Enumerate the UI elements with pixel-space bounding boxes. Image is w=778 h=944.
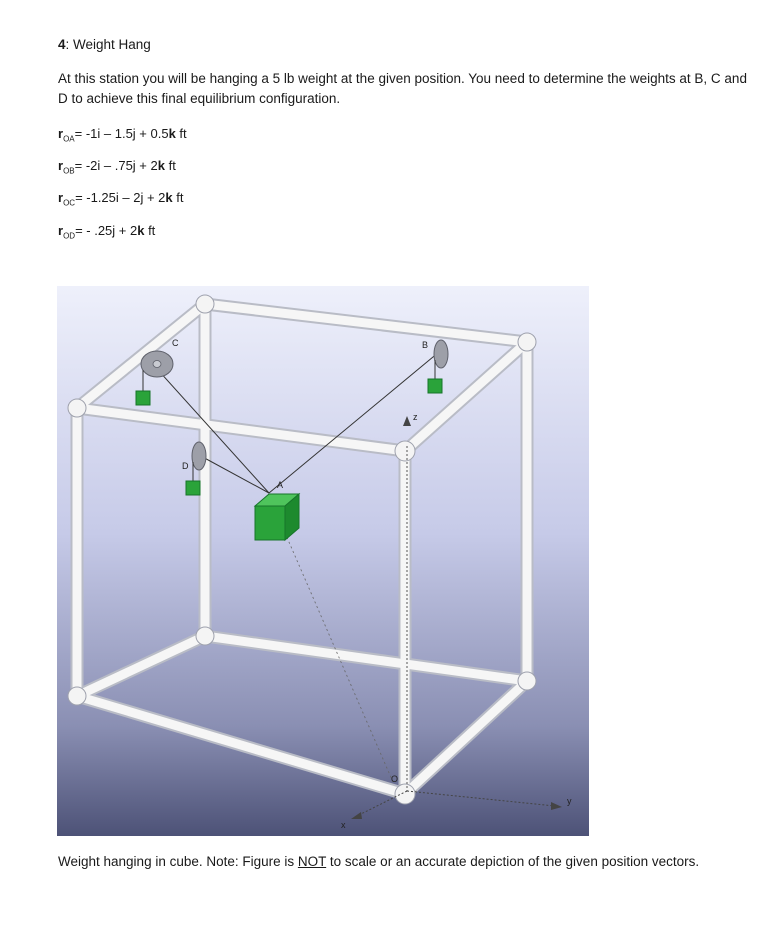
label-b: B [422, 340, 429, 350]
vector-subscript: OD [63, 231, 76, 241]
vector-components: = -1i – 1.5j + 0.5 [74, 126, 169, 141]
caption-emphasis: NOT [297, 854, 327, 869]
label-x: x [341, 820, 346, 830]
weight-c [136, 391, 150, 405]
vector-components: = -2i – .75j + 2 [74, 158, 158, 173]
cube-figure [57, 286, 589, 836]
label-d: D [182, 461, 189, 471]
label-c: C [172, 338, 179, 348]
vector-unit: ft [144, 223, 156, 238]
vector-r-oa [58, 126, 187, 144]
vector-symbol: r [58, 158, 64, 173]
vector-r-ob [58, 158, 176, 176]
vector-unit: ft [172, 190, 184, 205]
vector-symbol: r [58, 223, 64, 238]
vector-k: k [157, 158, 165, 173]
weight-d [186, 481, 200, 495]
figure-caption [58, 851, 748, 873]
vector-k: k [165, 190, 173, 205]
section-number: 4 [58, 37, 66, 52]
vector-k: k [137, 223, 145, 238]
vector-subscript: OB [63, 166, 75, 176]
label-a: A [277, 480, 284, 490]
label-z: z [413, 412, 418, 422]
cube-illustration [57, 286, 589, 836]
vector-r-od [58, 223, 155, 241]
vector-symbol: r [58, 190, 64, 205]
figure-background [57, 286, 589, 836]
intro-paragraph: At this station you will be hanging a 5 lb weight at the given position. You need to determine the weights at B, C and D to achieve this final equilibrium configuration. [58, 71, 747, 106]
label-o: O [391, 774, 399, 784]
vector-components: = - .25j + 2 [75, 223, 138, 238]
vector-subscript: OA [63, 134, 75, 144]
label-y: y [567, 796, 572, 806]
vector-symbol: r [58, 126, 64, 141]
vector-components: = -1.25i – 2j + 2 [75, 190, 166, 205]
caption-text-after: to scale or an accurate depiction of the given position vectors. [326, 854, 700, 869]
section-heading [58, 37, 151, 52]
vector-unit: ft [175, 126, 187, 141]
weight-b [428, 379, 442, 393]
caption-text-before: Weight hanging in cube. Note: Figure is [58, 854, 298, 869]
section-title: : Weight Hang [65, 37, 151, 52]
weight-a [255, 494, 299, 540]
vector-k: k [168, 126, 176, 141]
vector-r-oc [58, 190, 183, 208]
vector-subscript: OC [63, 198, 76, 208]
vector-unit: ft [164, 158, 176, 173]
